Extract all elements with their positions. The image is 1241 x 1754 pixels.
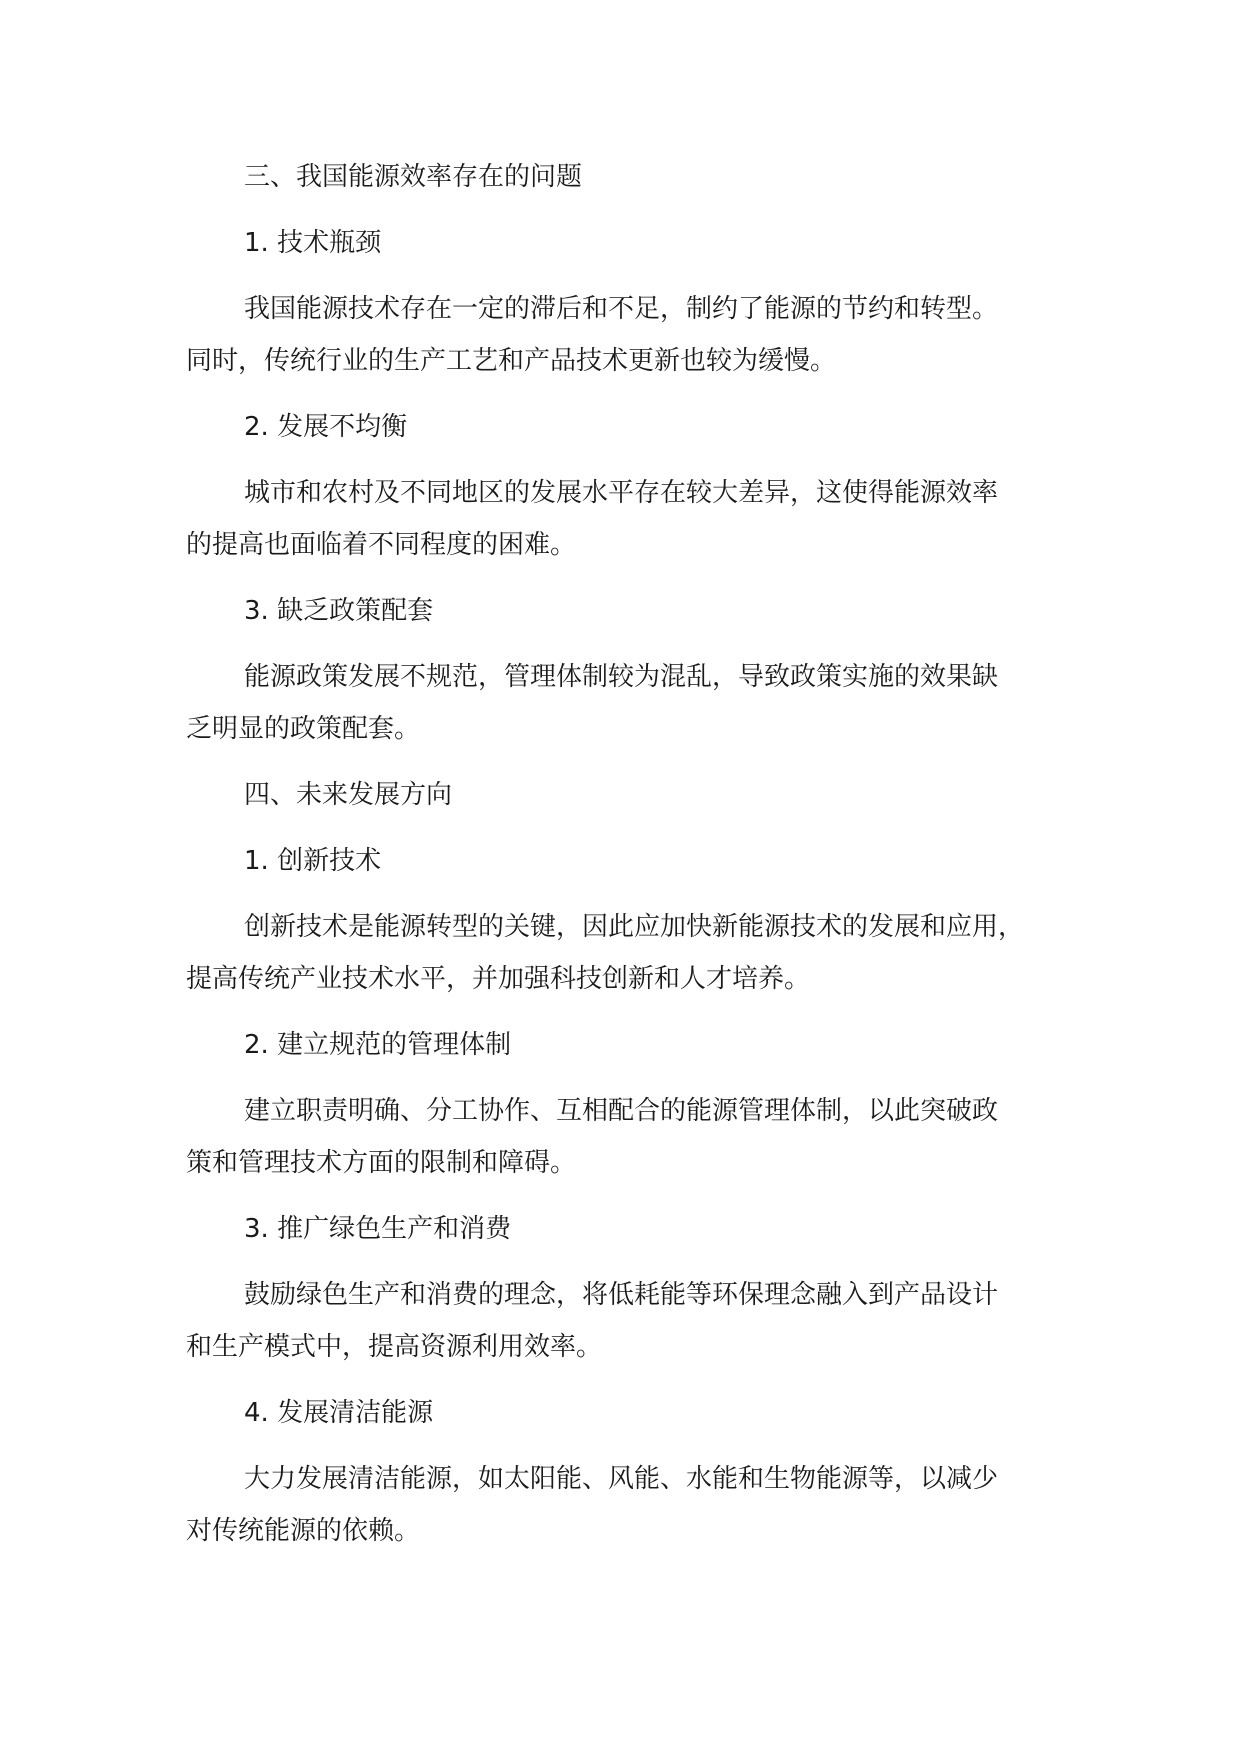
subsection-heading: 1. 创新技术: [244, 846, 382, 876]
document-body: [186, 151, 1086, 1571]
paragraph: [186, 1085, 1086, 1189]
paragraph: [186, 1453, 1086, 1557]
paragraph: [186, 901, 1086, 1005]
paragraph: [186, 283, 1086, 387]
subsection-heading: 1. 技术瓶颈: [244, 228, 382, 258]
subsection-heading: 3. 缺乏政策配套: [244, 596, 434, 626]
paragraph-line: 对传统能源的依赖。: [186, 1516, 421, 1546]
paragraph: [186, 1269, 1086, 1373]
subsection-heading: 4. 发展清洁能源: [244, 1398, 434, 1428]
paragraph-line: 乏明显的政策配套。: [186, 714, 421, 744]
paragraph: [186, 467, 1086, 571]
section-heading: 四、未来发展方向: [244, 780, 453, 810]
paragraph-line: 和生产模式中，提高资源利用效率。: [186, 1332, 603, 1362]
paragraph-line: 我国能源技术存在一定的滞后和不足，制约了能源的节约和转型。: [244, 294, 999, 324]
paragraph-line: 城市和农村及不同地区的发展水平存在较大差异，这使得能源效率: [244, 478, 999, 508]
paragraph-line: 创新技术是能源转型的关键，因此应加快新能源技术的发展和应用，: [244, 912, 1025, 942]
subsection-heading: 2. 建立规范的管理体制: [244, 1030, 512, 1060]
paragraph-line: 能源政策发展不规范，管理体制较为混乱，导致政策实施的效果缺: [244, 662, 999, 692]
paragraph-line: 建立职责明确、分工协作、互相配合的能源管理体制，以此突破政: [244, 1096, 999, 1126]
section-heading: 三、我国能源效率存在的问题: [244, 162, 583, 192]
subsection-heading: 2. 发展不均衡: [244, 412, 408, 442]
paragraph-line: 提高传统产业技术水平，并加强科技创新和人才培养。: [186, 964, 811, 994]
paragraph-line: 策和管理技术方面的限制和障碍。: [186, 1148, 577, 1178]
paragraph-line: 大力发展清洁能源，如太阳能、风能、水能和生物能源等，以减少: [244, 1464, 999, 1494]
paragraph-line: 的提高也面临着不同程度的困难。: [186, 530, 577, 560]
paragraph-line: 同时，传统行业的生产工艺和产品技术更新也较为缓慢。: [186, 346, 837, 376]
paragraph-line: 鼓励绿色生产和消费的理念，将低耗能等环保理念融入到产品设计: [244, 1280, 999, 1310]
subsection-heading: 3. 推广绿色生产和消费: [244, 1214, 512, 1244]
paragraph: [186, 651, 1086, 755]
